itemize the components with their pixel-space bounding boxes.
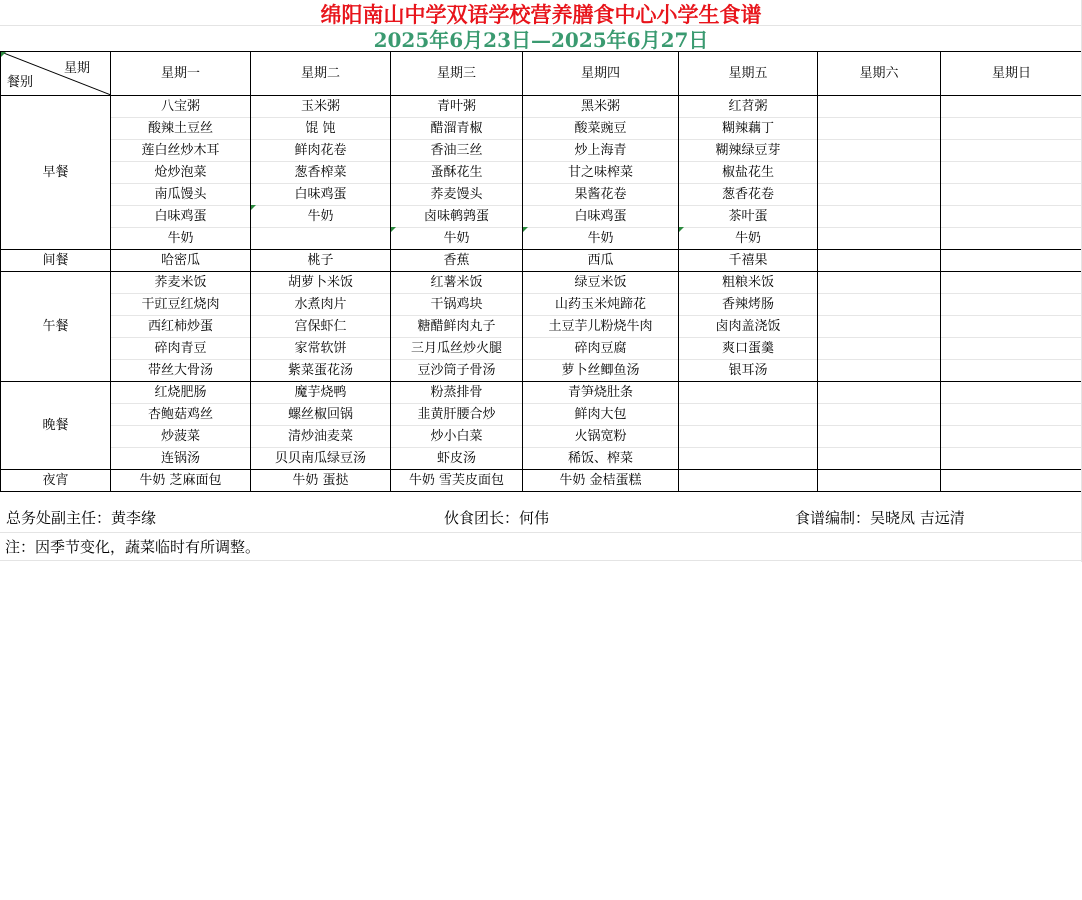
day-header: 星期四 (523, 52, 679, 96)
dish-cell: 爽口蛋羹 (679, 338, 818, 360)
dish-cell: 牛奶 (391, 228, 523, 250)
cell-marker-icon (1, 52, 6, 57)
dish-cell: 牛奶 (111, 228, 251, 250)
dish-cell: 玉米粥 (251, 96, 391, 118)
dish-cell (941, 250, 1082, 272)
dish-cell: 酸菜豌豆 (523, 118, 679, 140)
dish-cell: 炒菠菜 (111, 426, 251, 448)
dish-cell: 粗粮米饭 (679, 272, 818, 294)
dish-cell (818, 206, 941, 228)
dish-cell: 绿豆米饭 (523, 272, 679, 294)
dish-cell: 萝卜丝鲫鱼汤 (523, 360, 679, 382)
dish-cell: 荞麦馒头 (391, 184, 523, 206)
meal-row (1, 316, 1082, 338)
dish-cell: 香蕉 (391, 250, 523, 272)
director-label: 总务处副主任：黄李缘 (6, 509, 157, 527)
dish-cell (679, 448, 818, 470)
dish-cell: 酸辣土豆丝 (111, 118, 251, 140)
dish-cell: 糖醋鲜肉丸子 (391, 316, 523, 338)
dish-cell: 稀饭、榨菜 (523, 448, 679, 470)
cell-marker-icon (391, 227, 396, 232)
dish-cell: 香油三丝 (391, 140, 523, 162)
dish-cell: 青笋烧肚条 (523, 382, 679, 404)
meal-label-snack: 间餐 (1, 250, 111, 272)
dish-cell: 哈密瓜 (111, 250, 251, 272)
dish-cell: 红薯米饭 (391, 272, 523, 294)
dish-cell: 果酱花卷 (523, 184, 679, 206)
dish-cell (941, 360, 1082, 382)
dish-cell: 香辣烤肠 (679, 294, 818, 316)
dish-cell (941, 294, 1082, 316)
dish-cell: 白味鸡蛋 (251, 184, 391, 206)
dish-cell (679, 470, 818, 492)
dish-cell: 胡萝卜米饭 (251, 272, 391, 294)
meal-row (1, 118, 1082, 140)
dish-cell: 火锅宽粉 (523, 426, 679, 448)
meal-row (1, 448, 1082, 470)
dish-cell: 带丝大骨汤 (111, 360, 251, 382)
dish-cell (818, 272, 941, 294)
dish-cell (818, 96, 941, 118)
dish-cell: 宫保虾仁 (251, 316, 391, 338)
dish-cell (818, 404, 941, 426)
dish-cell (679, 382, 818, 404)
dish-cell: 卤肉盖浇饭 (679, 316, 818, 338)
dish-cell: 红烧肥肠 (111, 382, 251, 404)
dish-cell: 碎肉青豆 (111, 338, 251, 360)
dish-cell: 干豇豆红烧肉 (111, 294, 251, 316)
meal-row (1, 404, 1082, 426)
day-header: 星期六 (818, 52, 941, 96)
dish-cell (941, 162, 1082, 184)
dish-cell: 千禧果 (679, 250, 818, 272)
group-leader-label: 伙食团长：何伟 (444, 509, 550, 527)
dish-cell: 白味鸡蛋 (523, 206, 679, 228)
dish-cell (941, 426, 1082, 448)
dish-cell: 甘之味榨菜 (523, 162, 679, 184)
dish-cell: 炝炒泡菜 (111, 162, 251, 184)
dish-cell: 粉蒸排骨 (391, 382, 523, 404)
dish-cell (941, 228, 1082, 250)
header-row (1, 52, 1082, 96)
dish-cell: 牛奶 蛋挞 (251, 470, 391, 492)
dish-cell: 牛奶 雪芙皮面包 (391, 470, 523, 492)
meal-label-lunch: 午餐 (1, 272, 111, 382)
dish-cell: 醋溜青椒 (391, 118, 523, 140)
meal-row (1, 162, 1082, 184)
dish-cell: 清炒油麦菜 (251, 426, 391, 448)
dish-cell: 山药玉米炖蹄花 (523, 294, 679, 316)
page-title: 绵阳南山中学双语学校营养膳食中心小学生食谱 (320, 2, 762, 27)
dish-cell: 葱香榨菜 (251, 162, 391, 184)
dish-cell (818, 316, 941, 338)
meal-row (1, 272, 1082, 294)
dish-cell (941, 96, 1082, 118)
dish-cell: 卤味鹌鹑蛋 (391, 206, 523, 228)
dish-cell (941, 448, 1082, 470)
dish-cell: 银耳汤 (679, 360, 818, 382)
dish-cell (818, 470, 941, 492)
dish-cell: 白味鸡蛋 (111, 206, 251, 228)
dish-cell: 贝贝南瓜绿豆汤 (251, 448, 391, 470)
dish-cell: 连锅汤 (111, 448, 251, 470)
dish-cell: 家常软饼 (251, 338, 391, 360)
dish-cell (941, 404, 1082, 426)
dish-cell: 三月瓜丝炒火腿 (391, 338, 523, 360)
dish-cell: 牛奶 (679, 228, 818, 250)
dish-cell (941, 140, 1082, 162)
corner-meal-label: 餐别 (7, 75, 34, 90)
day-header: 星期三 (391, 52, 523, 96)
dish-cell: 牛奶 芝麻面包 (111, 470, 251, 492)
meal-row (1, 140, 1082, 162)
dish-cell: 牛奶 金桔蛋糕 (523, 470, 679, 492)
dish-cell: 牛奶 (523, 228, 679, 250)
dish-cell: 红苕粥 (679, 96, 818, 118)
dish-cell: 椒盐花生 (679, 162, 818, 184)
dish-cell (818, 382, 941, 404)
dish-cell (818, 426, 941, 448)
dish-cell: 南瓜馒头 (111, 184, 251, 206)
dish-cell (941, 316, 1082, 338)
dish-cell: 茶叶蛋 (679, 206, 818, 228)
dish-cell: 蚤酥花生 (391, 162, 523, 184)
dish-cell: 炒小白菜 (391, 426, 523, 448)
dish-cell (679, 426, 818, 448)
meal-label-night: 夜宵 (1, 470, 111, 492)
dish-cell (941, 382, 1082, 404)
meal-row (1, 206, 1082, 228)
day-header: 星期一 (111, 52, 251, 96)
dish-cell (941, 206, 1082, 228)
meal-row (1, 228, 1082, 250)
dish-cell: 紫菜蛋花汤 (251, 360, 391, 382)
footer-note: 注：因季节变化，蔬菜临时有所调整。 (0, 533, 1082, 561)
dish-cell: 荞麦米饭 (111, 272, 251, 294)
dish-cell (941, 470, 1082, 492)
dish-cell: 糊辣绿豆芽 (679, 140, 818, 162)
dish-cell (818, 294, 941, 316)
dish-cell (818, 360, 941, 382)
dish-cell (679, 404, 818, 426)
dish-cell: 牛奶 (251, 206, 391, 228)
meal-row (1, 338, 1082, 360)
dish-cell (818, 448, 941, 470)
dish-cell: 糊辣藕丁 (679, 118, 818, 140)
dish-cell (818, 184, 941, 206)
meal-row (1, 184, 1082, 206)
dish-cell: 青叶粥 (391, 96, 523, 118)
dish-cell: 干锅鸡块 (391, 294, 523, 316)
dish-cell: 土豆芋儿粉烧牛肉 (523, 316, 679, 338)
day-header: 星期二 (251, 52, 391, 96)
dish-cell: 螺丝椒回锅 (251, 404, 391, 426)
dish-cell (818, 228, 941, 250)
dish-cell: 西红柿炒蛋 (111, 316, 251, 338)
footer-signatures (0, 505, 1082, 533)
meal-row (1, 382, 1082, 404)
dish-cell: 水煮肉片 (251, 294, 391, 316)
dish-cell (941, 184, 1082, 206)
meal-row (1, 96, 1082, 118)
dish-cell: 馄 饨 (251, 118, 391, 140)
dish-cell: 碎肉豆腐 (523, 338, 679, 360)
meal-row (1, 470, 1082, 492)
day-header: 星期日 (941, 52, 1082, 96)
meal-label-breakfast: 早餐 (1, 96, 111, 250)
menu-table (0, 51, 1082, 492)
dish-cell: 黑米粥 (523, 96, 679, 118)
dish-cell (818, 162, 941, 184)
dish-cell: 鲜肉花卷 (251, 140, 391, 162)
corner-weekday-label: 星期 (63, 61, 90, 76)
meal-row (1, 294, 1082, 316)
dish-cell (818, 250, 941, 272)
cell-marker-icon (679, 227, 684, 232)
corner-cell (1, 52, 111, 96)
dish-cell (941, 338, 1082, 360)
day-header: 星期五 (679, 52, 818, 96)
dish-cell (941, 118, 1082, 140)
dish-cell (818, 338, 941, 360)
meal-label-dinner: 晚餐 (1, 382, 111, 470)
compiler-label: 食谱编制：吴晓凤 吉远清 (795, 509, 965, 527)
dish-cell (941, 272, 1082, 294)
dish-cell: 鲜肉大包 (523, 404, 679, 426)
date-range: 2025年6月23日—2025年6月27日 (373, 28, 709, 52)
dish-cell (818, 140, 941, 162)
cell-marker-icon (251, 205, 256, 210)
dish-cell (251, 228, 391, 250)
meal-row (1, 426, 1082, 448)
dish-cell: 韭黄肝腰合炒 (391, 404, 523, 426)
dish-cell: 桃子 (251, 250, 391, 272)
meal-row (1, 360, 1082, 382)
dish-cell: 八宝粥 (111, 96, 251, 118)
dish-cell: 西瓜 (523, 250, 679, 272)
dish-cell (818, 118, 941, 140)
dish-cell: 莲白丝炒木耳 (111, 140, 251, 162)
dish-cell: 杏鲍菇鸡丝 (111, 404, 251, 426)
dish-cell: 虾皮汤 (391, 448, 523, 470)
dish-cell: 豆沙筒子骨汤 (391, 360, 523, 382)
dish-cell: 魔芋烧鸭 (251, 382, 391, 404)
dish-cell: 炒上海青 (523, 140, 679, 162)
cell-marker-icon (523, 227, 528, 232)
meal-row (1, 250, 1082, 272)
dish-cell: 葱香花卷 (679, 184, 818, 206)
